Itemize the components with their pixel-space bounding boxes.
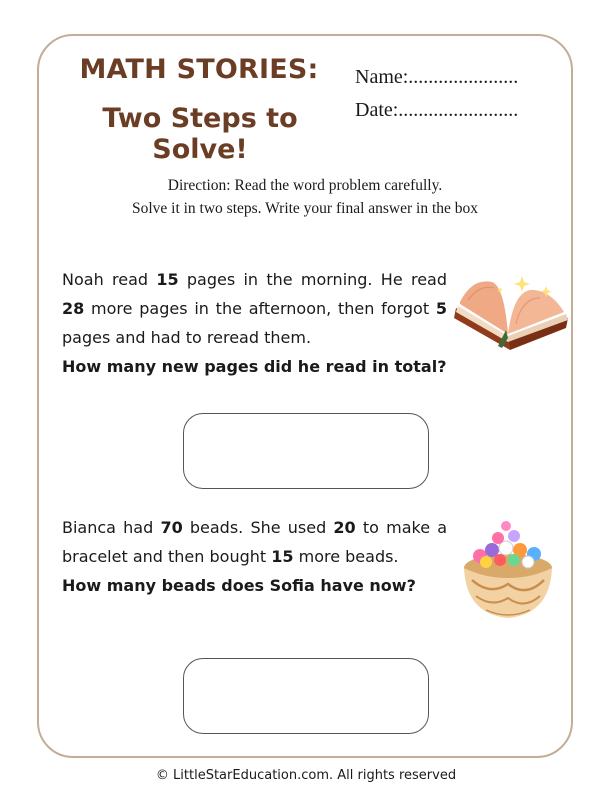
problem-number: 15 bbox=[271, 547, 294, 566]
problem-number: 70 bbox=[160, 518, 183, 537]
worksheet-title: MATH STORIES: bbox=[79, 54, 319, 85]
problem-question: How many beads does Sofia have now? bbox=[62, 576, 416, 595]
open-book-icon bbox=[450, 268, 572, 358]
copyright-footer: © LittleStarEducation.com. All rights reserved bbox=[155, 768, 457, 783]
word-problem-1 bbox=[62, 265, 447, 381]
problem-text: Noah read bbox=[62, 270, 157, 289]
name-field[interactable]: Name:...................... bbox=[355, 66, 519, 88]
problem-number: 20 bbox=[333, 518, 356, 537]
problem-number: 5 bbox=[435, 299, 447, 318]
problem-text: pages in the morning. He read bbox=[178, 270, 447, 289]
problem-text: to make a bracelet and then bought bbox=[62, 518, 448, 566]
problem-text: beads. She used bbox=[182, 518, 334, 537]
problem-text: more pages in the afternoon, then forgot bbox=[84, 299, 436, 318]
word-problem-2 bbox=[62, 513, 447, 600]
problem-question: How many new pages did he read in total? bbox=[62, 357, 447, 376]
date-field[interactable]: Date:........................ bbox=[355, 99, 519, 121]
problem-text: pages and had to reread them. bbox=[62, 328, 312, 347]
direction-line-1: Direction: Read the word problem carefully. bbox=[167, 177, 443, 194]
bead-bowl-icon bbox=[456, 518, 560, 628]
problem-text: Bianca had bbox=[62, 518, 161, 537]
answer-box-2[interactable] bbox=[183, 658, 429, 734]
direction-line-2: Solve it in two steps. Write your final answer in the box bbox=[131, 200, 479, 217]
directions bbox=[60, 174, 550, 220]
answer-box-1[interactable] bbox=[183, 413, 429, 489]
problem-text: more beads. bbox=[293, 547, 399, 566]
problem-number: 28 bbox=[62, 299, 85, 318]
worksheet-subtitle: Two Steps to Solve! bbox=[102, 103, 298, 165]
problem-number: 15 bbox=[156, 270, 179, 289]
